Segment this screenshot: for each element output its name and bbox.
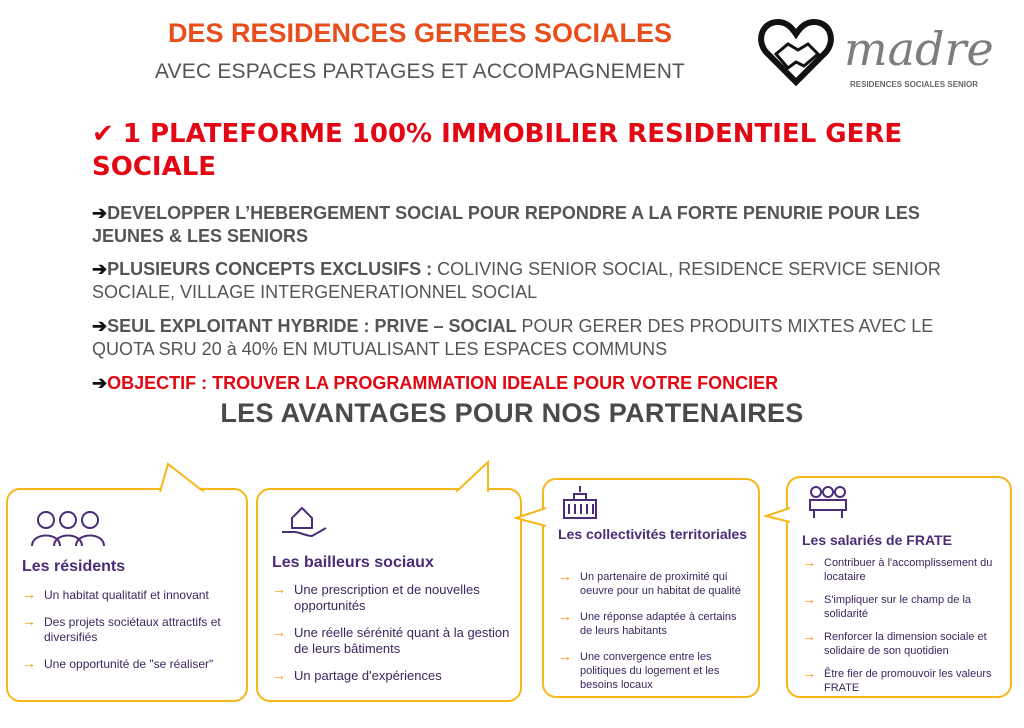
bullet-3: ➔SEUL EXPLOITANT HYBRIDE : PRIVE – SOCIAL POUR GERER DES PRODUITS MIXTES AVEC LE QUOTA SRU 20 à 40% EN MUTUALISANT LES ESPACES COMMUNS [92, 316, 934, 359]
list-item: → Renforcer la dimension sociale et solidaire de son quotidien [802, 628, 987, 657]
card-list [802, 556, 1002, 704]
card-bailleurs [256, 488, 522, 702]
arrow-icon: ➔ [92, 316, 108, 336]
page-subtitle: AVEC ESPACES PARTAGES ET ACCOMPAGNEMENT [154, 60, 686, 83]
speech-tail [454, 460, 498, 494]
arrow-right-icon: → [272, 624, 286, 640]
card-collectivites [542, 478, 760, 698]
arrow-icon: ➔ [92, 373, 108, 393]
heart-handshake-icon [758, 16, 834, 88]
logo-word: madre [844, 22, 994, 76]
card-list [558, 570, 750, 704]
list-item: → Une opportunité de "se réaliser" [22, 655, 214, 671]
bullet-4: ➔OBJECTIF : TROUVER LA PROGRAMMATION IDEALE POUR VOTRE FONCIER [92, 373, 779, 393]
arrow-right-icon: → [22, 613, 36, 629]
arrow-right-icon: → [22, 586, 36, 602]
arrow-right-icon: → [272, 667, 286, 683]
arrow-right-icon: → [802, 665, 816, 681]
speech-tail [158, 462, 208, 494]
arrow-right-icon: → [558, 608, 572, 624]
arrow-icon: ➔ [92, 203, 108, 223]
list-item: → Un partenaire de proximité qui oeuvre pour un habitat de qualité [558, 568, 741, 597]
list-item: → Une prescription et de nouvelles opportunités [272, 581, 480, 613]
arrow-right-icon: → [802, 591, 816, 607]
logo-tagline: RESIDENCES SOCIALES SENIOR [850, 80, 979, 89]
card-title: Les résidents [22, 558, 126, 575]
main-headline: ✔ 1 PLATEFORME 100% IMMOBILIER RESIDENTIEL GERE SOCIALE [92, 119, 903, 182]
arrow-right-icon: → [558, 648, 572, 664]
arrow-right-icon: → [802, 554, 816, 570]
house-in-hand-icon [280, 502, 328, 542]
page-title: DES RESIDENCES GEREES SOCIALES [167, 18, 673, 48]
arrow-right-icon: → [558, 568, 572, 584]
arrow-icon: ➔ [92, 259, 108, 279]
arrow-right-icon: → [22, 655, 36, 671]
card-title: Les collectivités territoriales [558, 526, 748, 542]
list-item: → Être fier de promouvoir les valeurs FRATE [802, 665, 992, 694]
card-title: Les salariés de FRATE [802, 532, 952, 548]
team-icon [806, 484, 850, 520]
bullet-2: ➔PLUSIEURS CONCEPTS EXCLUSIFS : COLIVING SENIOR SOCIAL, RESIDENCE SERVICE SENIOR SOCIALE, VILLAGE INTERGENERATIONNEL SOCIAL [92, 259, 941, 302]
bullet-1: ➔DEVELOPPER L’HEBERGEMENT SOCIAL POUR REPONDRE A LA FORTE PENURIE POUR LES JEUNES & LES SENIORS [92, 203, 920, 246]
list-item: → Un habitat qualitatif et innovant [22, 586, 209, 602]
list-item: → Une convergence entre les politiques du logement et les besoins locaux [558, 648, 720, 691]
list-item: → Des projets sociétaux attractifs et diversifiés [22, 613, 221, 644]
list-item: → S'impliquer sur le champ de la solidarité [802, 591, 972, 620]
town-hall-icon [560, 484, 600, 520]
card-residents [6, 488, 248, 702]
speech-tail [514, 506, 548, 528]
card-title: Les bailleurs sociaux [272, 554, 434, 571]
list-item: → Contribuer à l'accomplissement du locataire [802, 554, 993, 583]
speech-tail [764, 506, 792, 524]
section-title: LES AVANTAGES POUR NOS PARTENAIRES [220, 398, 804, 428]
card-list [272, 582, 512, 695]
list-item: → Un partage d'expériences [272, 667, 442, 683]
card-list [22, 588, 238, 684]
list-item: → Une réelle sérénité quant à la gestion de leurs bâtiments [272, 624, 510, 656]
madre-logo [758, 14, 998, 94]
arrow-right-icon: → [802, 628, 816, 644]
card-salaries [786, 476, 1012, 698]
list-item: → Une réponse adaptée à certains de leurs habitants [558, 608, 737, 637]
people-icon [30, 508, 106, 548]
arrow-right-icon: → [272, 581, 286, 597]
